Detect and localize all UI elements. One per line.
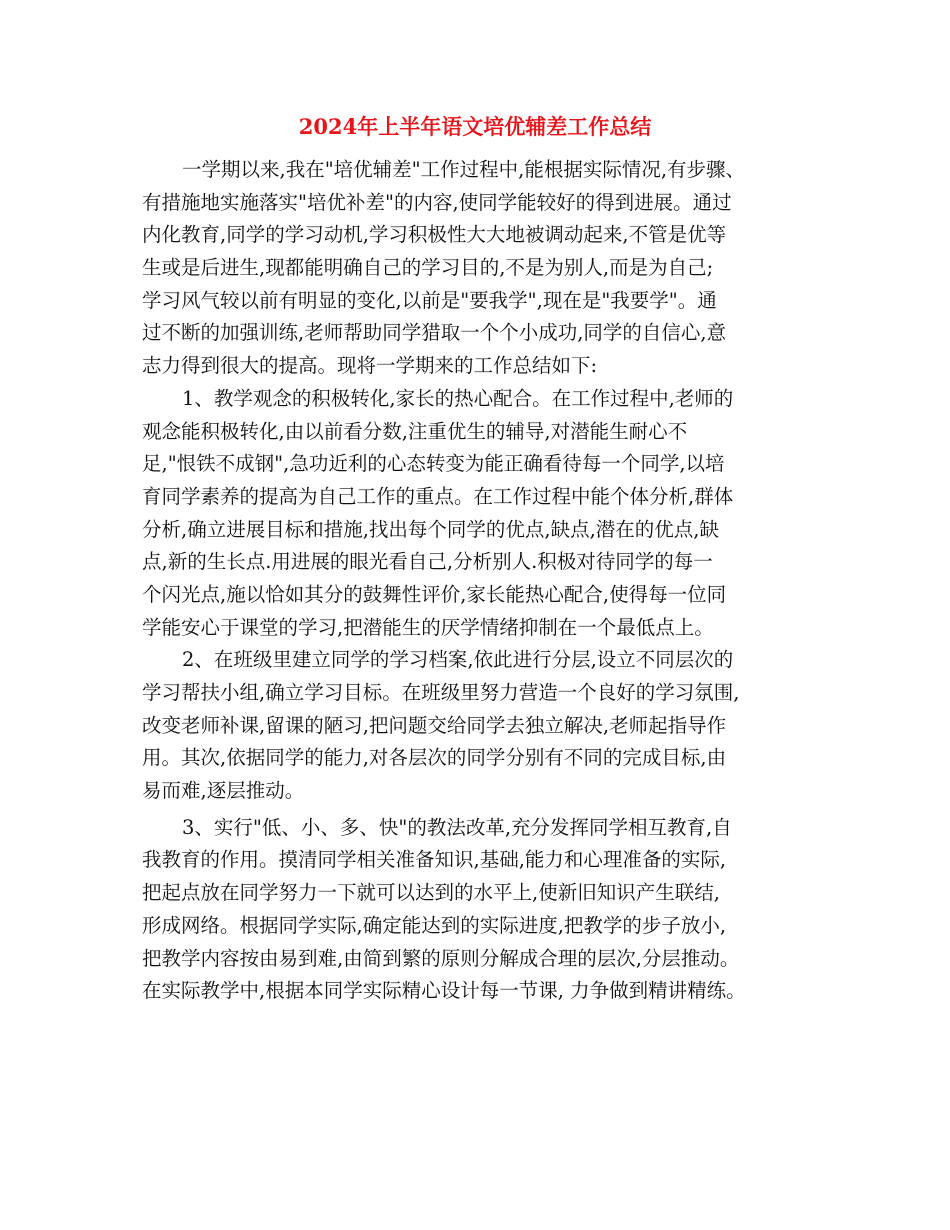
text-line: 用。其次,依据同学的能力,对各层次的同学分别有不同的完成目标,由 [142, 746, 727, 770]
text-line: 1、教学观念的积极转化,家长的热心配合。在工作过程中,老师的 [182, 386, 734, 410]
text-line: 把教学内容按由易到难,由简到繁的原则分解成合理的层次,分层推动。 [142, 946, 740, 970]
text-line: 改变老师补课,留课的陋习,把问题交给同学去独立解决,老师起指导作 [142, 713, 727, 737]
text-line: 点,新的生长点.用进展的眼光看自己,分析别人.积极对待同学的每一 [142, 550, 713, 574]
text-line: 志力得到很大的提高。现将一学期来的工作总结如下: [142, 354, 598, 378]
text-line: 个闪光点,施以恰如其分的鼓舞性评价,家长能热心配合,使得每一位同 [142, 582, 727, 606]
text-line: 形成网络。根据同学实际,确定能达到的实际进度,把教学的步子放小, [142, 913, 727, 937]
text-line: 分析,确立进展目标和措施,找出每个同学的优点,缺点,潜在的优点,缺 [142, 517, 719, 541]
text-line: 一学期以来,我在"培优辅差"工作过程中,能根据实际情况,有步骤、 [182, 158, 746, 181]
text-line: 育同学素养的提高为自己工作的重点。在工作过程中能个体分析,群体 [142, 484, 734, 508]
text-line: 过不断的加强训练,老师帮助同学猎取一个个小成功,同学的自信心,意 [142, 321, 727, 345]
text-line: 内化教育,同学的学习动机,学习积极性大大地被调动起来,不管是优等 [142, 223, 727, 247]
text-line: 学习帮扶小组,确立学习目标。在班级里努力营造一个良好的学习氛围, [142, 681, 740, 704]
text-line: 在实际教学中,根据本同学实际精心设计每一节课, 力争做到精讲精练。 [142, 979, 746, 1003]
text-line: 学习风气较以前有明显的变化,以前是"要我学",现在是"我要学"。通 [142, 288, 717, 312]
text-line: 把起点放在同学努力一下就可以达到的水平上,使新旧知识产生联结, [142, 881, 720, 905]
text-line: 学能安心于课堂的学习,把潜能生的厌学情绪抑制在一个最低点上。 [142, 615, 714, 639]
text-line: 足,"恨铁不成钢",急功近利的心态转变为能正确看待每一个同学,以培 [142, 452, 725, 476]
text-line: 2、在班级里建立同学的学习档案,依此进行分层,设立不同层次的 [182, 648, 734, 672]
document-body [142, 154, 832, 1008]
text-line: 3、实行"低、小、多、快"的教法改革,充分发挥同学相互教育,自 [182, 815, 732, 839]
paragraph-item-1 [142, 383, 832, 645]
document-title: 2024年上半年语文培优辅差工作总结 [298, 114, 652, 139]
paragraph-item-3 [142, 812, 832, 1008]
text-line: 生或是后进生,现都能明确自己的学习目的,不是为别人,而是为自己; [142, 256, 714, 280]
paragraph-item-2 [142, 644, 832, 807]
text-line: 有措施地实施落实"培优补差"的内容,使同学能较好的得到进展。通过 [142, 190, 732, 214]
paragraph-intro [142, 154, 832, 383]
text-line: 我教育的作用。摸清同学相关准备知识,基础,能力和心理准备的实际, [142, 848, 727, 872]
text-line: 观念能积极转化,由以前看分数,注重优生的辅导,对潜能生耐心不 [142, 419, 688, 443]
text-line: 易而难,逐层推动。 [142, 779, 305, 803]
